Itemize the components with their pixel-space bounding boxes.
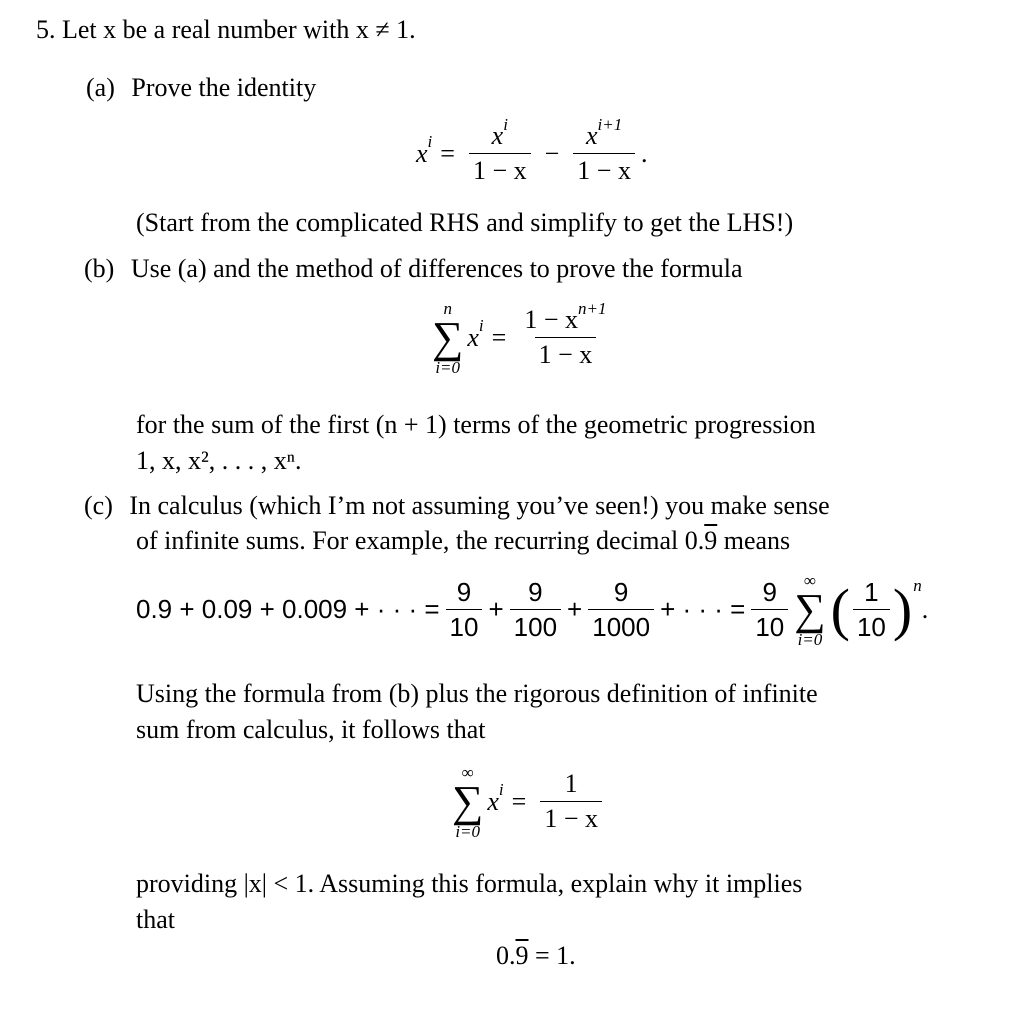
- series-fraction-2: $\frac{9}{100}$: [510, 578, 561, 641]
- infinite-sum-fraction: $\frac{1}{1 - x}$: [540, 770, 602, 833]
- geometric-sum-fraction: $\frac{1 - x^{n+1}}{1 - x}$: [524, 299, 607, 369]
- part-b-label: (b): [84, 254, 115, 283]
- series-fraction-1: $\frac{9}{10}$: [446, 578, 483, 641]
- final-equation: 0.9 = 1.: [496, 941, 576, 970]
- part-b-text: Use (a) and the method of differences to prove the formula: [130, 254, 743, 283]
- part-c-line-2: of infinite sums. For example, the recurring decimal 0.9 means: [136, 526, 791, 555]
- series-lhs: 0.9 + 0.09 + 0.009 + · · · =: [136, 594, 440, 625]
- part-c-label: (c): [84, 491, 113, 520]
- part-c-line-6: that: [136, 905, 175, 934]
- part-b-after-line-2: 1, x, x², . . . , xⁿ.: [136, 446, 302, 475]
- geometric-sum-formula: n ∑ i=0 $x^i$ = $\frac{1 - x^{n+1}}{1 - x}$: [432, 300, 616, 376]
- part-c-line-5: providing |x| < 1. Assuming this formula, explain why it implies: [136, 869, 803, 898]
- problem-intro: [36, 14, 416, 45]
- part-c-line-3: Using the formula from (b) plus the rigorous definition of infinite: [136, 679, 818, 708]
- decimal-series-equation: 0.9 + 0.09 + 0.009 + · · · = $\frac{9}{10}$ + $\frac{9}{100}$ + $\frac{9}{1000}$ + · · · = $\frac{9}{10}$ ∞ ∑ i=0 ( $\frac{1}{10}$ ) $^n$ .: [136, 571, 929, 649]
- part-c-heading: [84, 490, 830, 521]
- problem-intro-text: Let x be a real number with x ≠ 1.: [62, 15, 416, 44]
- inner-fraction: $\frac{1}{10}$: [853, 578, 890, 641]
- part-b-heading: [84, 253, 743, 284]
- infinite-sum-formula: ∞ ∑ i=0 $x^i$ = $\frac{1}{1 - x}$: [452, 764, 608, 840]
- part-c-line-1: In calculus (which I’m not assuming you’ve seen!) you make sense: [129, 491, 830, 520]
- part-c-line-4: sum from calculus, it follows that: [136, 715, 486, 744]
- identity-lhs: $x^i$: [416, 132, 433, 168]
- part-a-text: Prove the identity: [131, 73, 317, 102]
- identity-equation: $x^i$ = $\frac{x^i}{1 - x}$ − $\frac{x^{i+1}}{1 - x}$ .: [416, 115, 648, 185]
- identity-fraction-1: $\frac{x^i}{1 - x}$: [469, 122, 531, 185]
- part-a-hint: (Start from the complicated RHS and simplify to get the LHS!): [136, 208, 794, 237]
- identity-fraction-2: $\frac{x^{i+1}}{1 - x}$: [573, 122, 635, 185]
- summation-sign: n ∑ i=0: [432, 299, 464, 377]
- part-a-label: (a): [86, 73, 115, 102]
- part-b-after-line-1: for the sum of the first (n + 1) terms of the geometric progression: [136, 410, 816, 439]
- summation-sign-infinite: ∞ ∑ i=0: [452, 763, 484, 841]
- part-a-heading: [86, 72, 316, 103]
- problem-number: 5.: [36, 15, 56, 44]
- infinite-summation-sign: ∞ ∑ i=0: [794, 571, 826, 649]
- series-ellipsis: + · · · =: [660, 594, 746, 625]
- series-fraction-4: $\frac{9}{10}$: [751, 578, 788, 641]
- series-fraction-3: $\frac{9}{1000}$: [588, 578, 654, 641]
